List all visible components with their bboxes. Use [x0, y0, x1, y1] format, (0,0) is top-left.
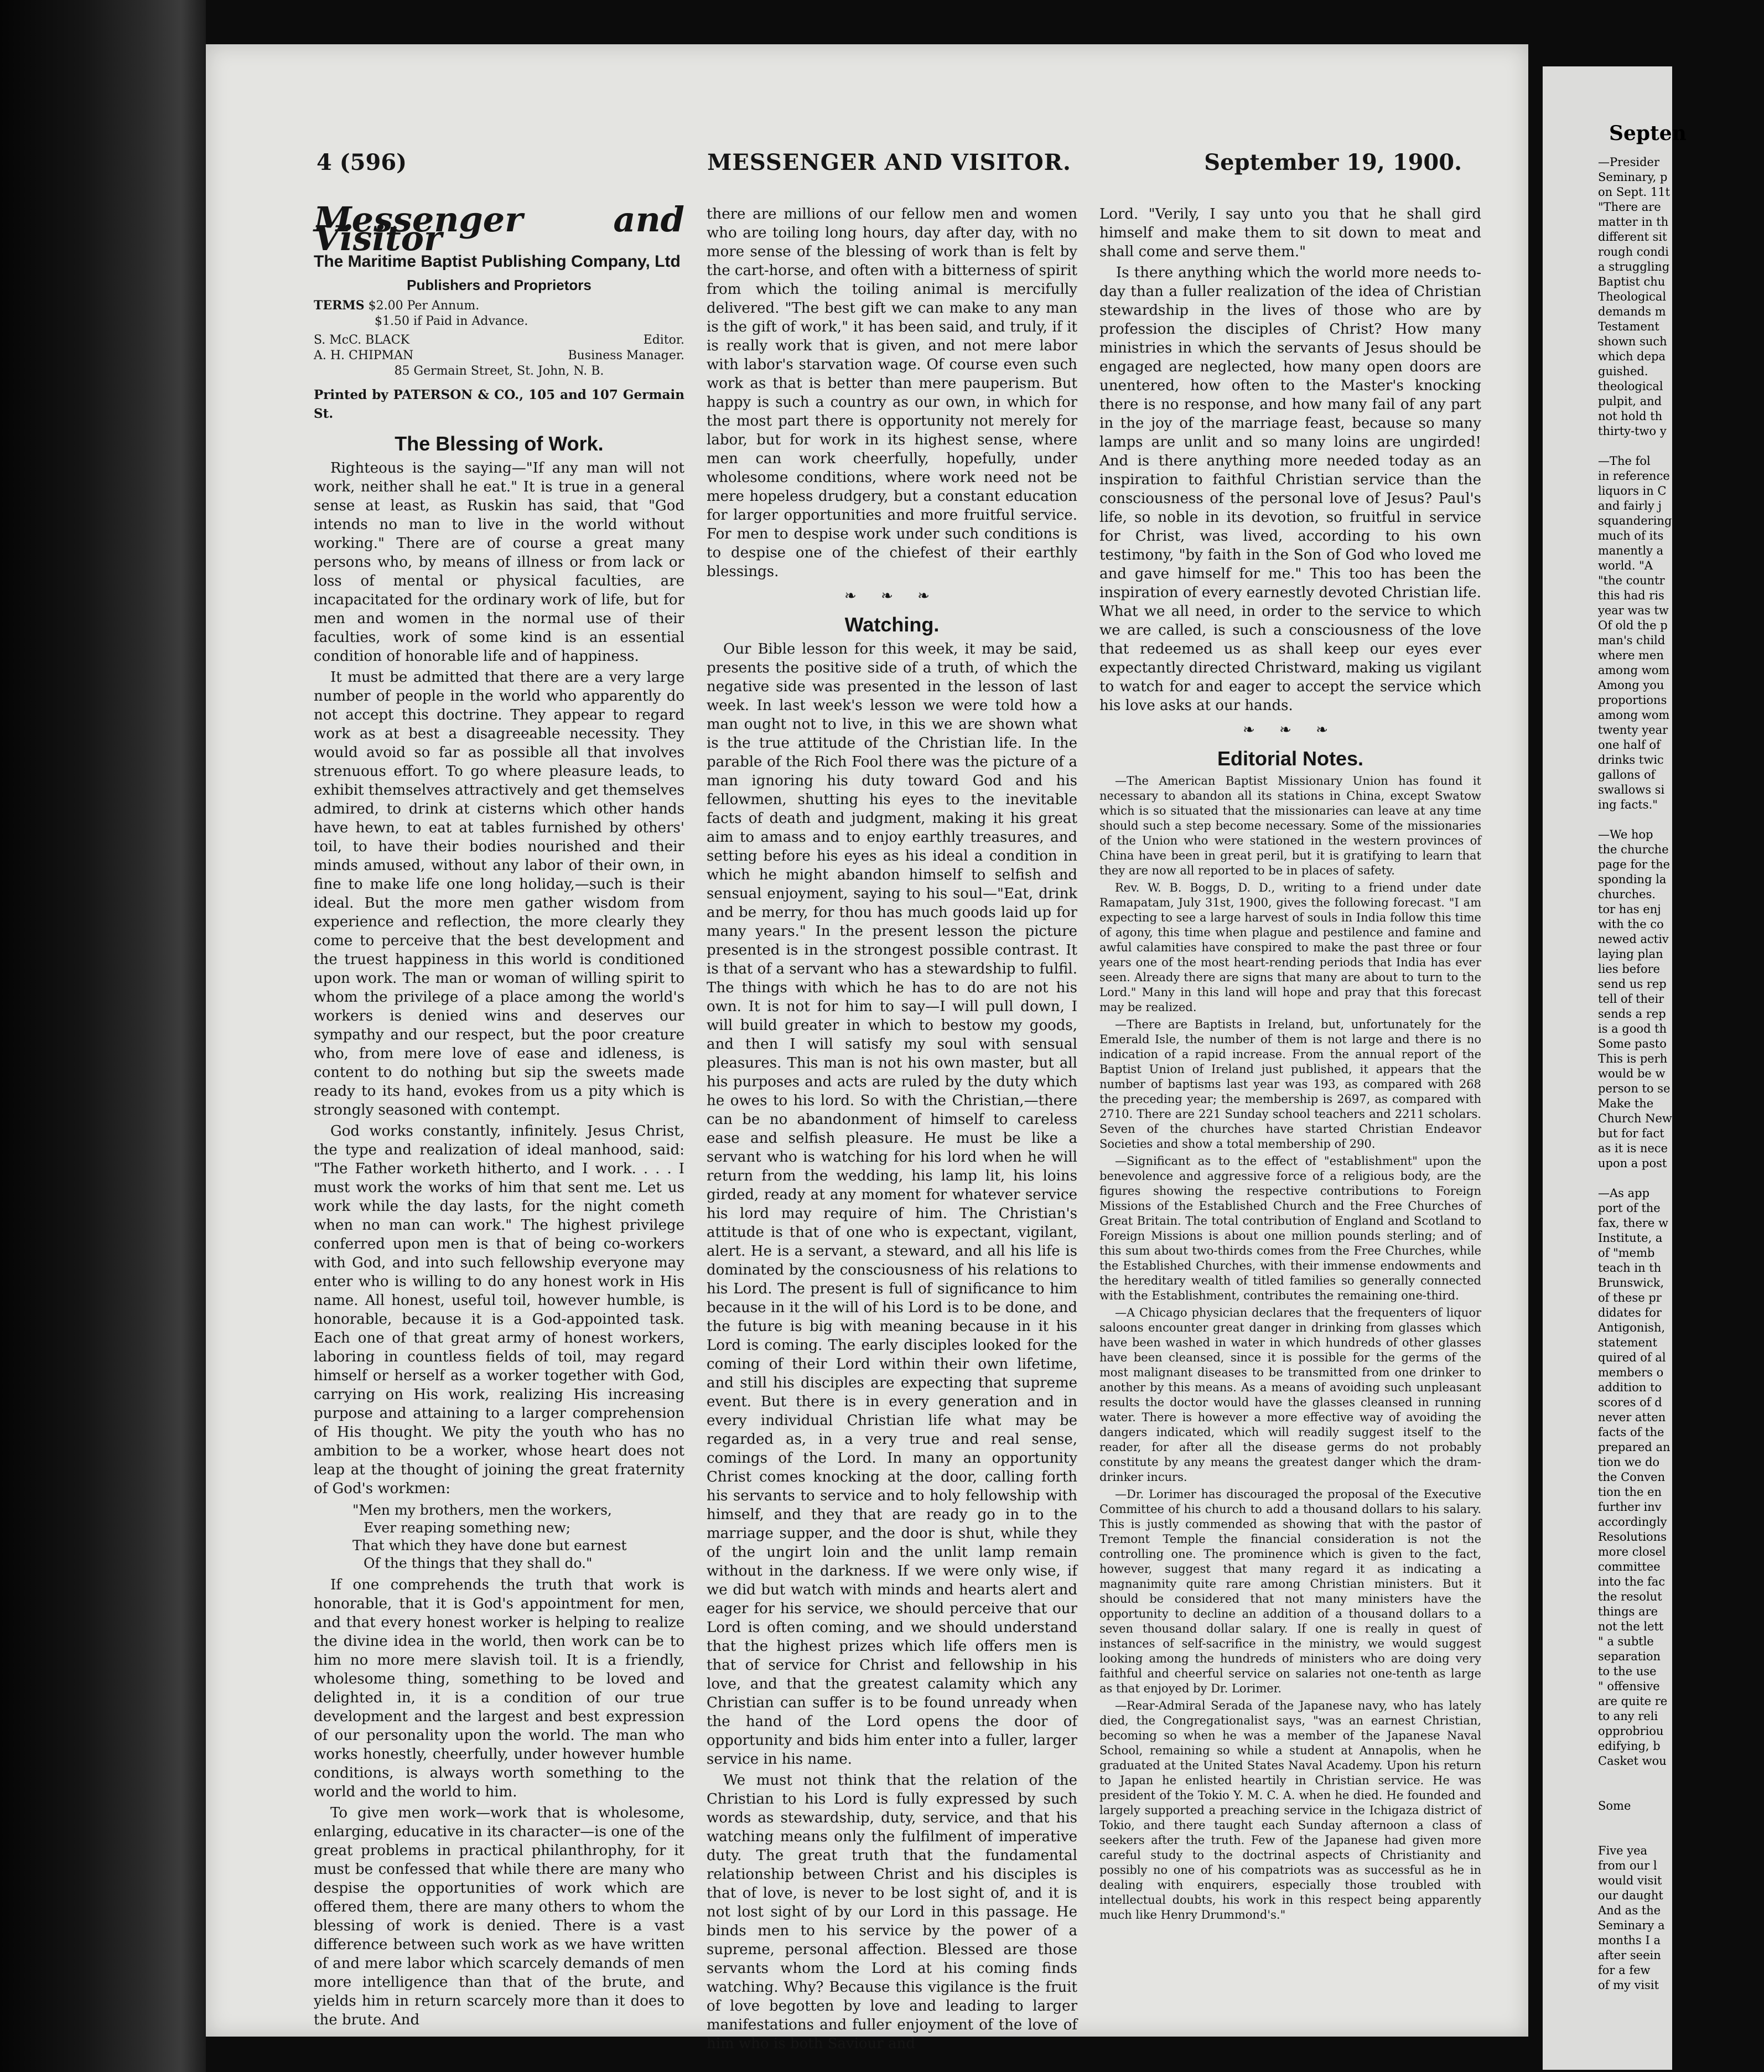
facing-page-line: guished. — [1598, 365, 1648, 378]
facing-page-line: to any reli — [1598, 1710, 1658, 1723]
facing-page-line: sends a rep — [1598, 1007, 1666, 1021]
poem-line: That which they have done but earnest — [352, 1537, 627, 1553]
facing-page-text — [1598, 155, 1764, 1993]
facing-page-line — [1598, 812, 1764, 827]
facing-page-line: the resolut — [1598, 1590, 1662, 1603]
office-address: 85 Germain Street, St. John, N. B. — [394, 364, 604, 378]
facing-page-line: of "memb — [1598, 1246, 1655, 1260]
facing-page-line: —The fol — [1598, 454, 1651, 468]
facing-page-line: but for fact — [1598, 1127, 1664, 1140]
poem-line: Ever reaping something new; — [364, 1520, 571, 1536]
printer-line: Printed by PATERSON & CO., 105 and 107 Germain St. — [314, 387, 684, 421]
facing-page-line: edifying, b — [1598, 1739, 1661, 1753]
facing-page-line: addition to — [1598, 1381, 1662, 1394]
facing-page-line: months I a — [1598, 1934, 1661, 1947]
facing-page-line: didates for — [1598, 1306, 1662, 1319]
issue-date: September 19, 1900. — [1204, 149, 1462, 175]
facing-page-line: to the use — [1598, 1665, 1657, 1678]
ornament-divider: ❧ ❧ ❧ — [1243, 722, 1338, 738]
manager-name: A. H. CHIPMAN — [314, 349, 414, 362]
facing-page-line: facts of the — [1598, 1426, 1664, 1439]
page-header — [317, 149, 1462, 188]
facing-page-line: are quite re — [1598, 1695, 1668, 1708]
facing-page-line: " a subtle — [1598, 1635, 1654, 1648]
facing-page-line: —We hop — [1598, 828, 1653, 841]
facing-page-line: separation — [1598, 1650, 1661, 1663]
facing-page-line: man's child — [1598, 634, 1666, 647]
facing-page-line: newed activ — [1598, 933, 1669, 946]
terms-label: TERMS — [314, 298, 365, 313]
column-2 — [707, 205, 1077, 2055]
facing-page-line: churches. — [1598, 888, 1656, 901]
facing-page-line: more closel — [1598, 1545, 1666, 1558]
staff-list — [314, 333, 684, 379]
publisher-name: The Maritime Baptist Publishing Company, Ltd — [314, 252, 681, 271]
facing-page-line: from our l — [1598, 1859, 1657, 1872]
facing-page-line: statement — [1598, 1336, 1657, 1349]
facing-page-line — [1598, 1769, 1764, 1784]
terms-price-annual: $2.00 Per Annum. — [368, 299, 480, 313]
facing-page-line: the Conven — [1598, 1470, 1666, 1484]
facing-page-line: this had ris — [1598, 589, 1664, 602]
facing-page-line — [1598, 1784, 1764, 1799]
facing-page-line: Seminary a — [1598, 1919, 1665, 1932]
ornament-divider: ❧ ❧ ❧ — [844, 588, 940, 604]
editorial-note: —A Chicago physician declares that the frequenters of liquor saloons encounter great danger in drinking from glasses which have been washed in water in which hundreds of other glasses have been cleansed, since it is possible for the germs of the most malignant diseases to be transmitted from one drinker to another by this means. As a means of avoiding such unpleasant results the doctor would have the glasses cleansed in running water. There is however a more effective way of avoiding the dangers indicated, which will readily suggest itself to the reader, for after all the disease germs do not probably constitute by any means the greatest danger which the dram-drinker incurs. — [1099, 1306, 1481, 1484]
paragraph: God works constantly, infinitely. Jesus Christ, the type and realization of ideal manhood, said: "The Father worketh hitherto, and I work. . . . I must work the works of him that sent me. Let us work while the day lasts, for the night cometh when no man can work." The highest privilege conferred upon men is that of being co-workers with God, and into such fellowship everyone may enter who is willing to do any honest work in His name. All honest, useful toil, however humble, is honorable, because it is a God-appointed task. Each one of that great army of honest workers, laboring in countless fields of toil, may regard himself or herself as a worker together with God, carrying on His work, realizing His increasing purpose and attaining to a larger comprehension of His thought. We pity the youth who has no ambition to be a worker, whose heart does not leap at the thought of joining the great fraternity of God's workmen: — [314, 1123, 684, 1497]
facing-page-line: Theological — [1598, 290, 1667, 303]
facing-page-line: much of its — [1598, 529, 1664, 542]
facing-page-line: year was tw — [1598, 604, 1669, 617]
facing-page-line: page for the — [1598, 858, 1670, 871]
facing-page-line — [1598, 1828, 1764, 1843]
facing-page-line: among wom — [1598, 708, 1670, 722]
poem — [352, 1501, 684, 1572]
facing-page-line: which depa — [1598, 350, 1666, 363]
facing-page-line: rough condi — [1598, 245, 1669, 258]
facing-page-line: further inv — [1598, 1500, 1662, 1514]
facing-page-line: committee — [1598, 1560, 1661, 1573]
facing-page-line: person to se — [1598, 1082, 1670, 1095]
facing-page-line: tion the en — [1598, 1485, 1662, 1499]
page-number: 4 (596) — [317, 149, 407, 175]
facing-page-line: squandering — [1598, 514, 1672, 527]
facing-page-line: quired of al — [1598, 1351, 1666, 1364]
facing-page-line: gallons of — [1598, 768, 1656, 781]
masthead-title: Messenger and Visitor — [314, 199, 684, 258]
facing-page-line: Of old the p — [1598, 619, 1668, 632]
facing-page-line: is a good th — [1598, 1022, 1667, 1035]
facing-page-line — [1598, 439, 1764, 454]
poem-line: "Men my brothers, men the workers, — [352, 1502, 612, 1518]
facing-page-line: one half of — [1598, 738, 1661, 752]
facing-page-line: Institute, a — [1598, 1231, 1663, 1245]
facing-page-line: in reference — [1598, 469, 1670, 483]
facing-page-line: proportions — [1598, 693, 1667, 707]
facing-page-line: manently a — [1598, 544, 1664, 557]
facing-page-line: Casket wou — [1598, 1754, 1667, 1768]
paragraph: Our Bible lesson for this week, it may be said, presents the positive side of a truth, of which the negative side was presented in the lesson of last week. In last week's lesson we were told how a man ought not to live, in this we are shown what is the true attitude of the Christian life. In the parable of the Rich Fool there was the picture of a man ignoring his duty toward God and his fellowmen, shutting his eyes to the inevitable facts of death and judgment, making it his great aim to amass and to enjoy earthly treasures, and setting before his eyes as his ideal a condition in which he might abandon himself to selfish and sensual enjoyment, saying to his soul—"Eat, drink and be merry, for thou has much goods laid up for many years." In the present lesson the picture presented is in the strongest possible contrast. It is that of a servant who has a stewardship to fulfil. The things with which he has to do are not his own. It is not for him to say—I will pull down, I will build greater in which to bestow my goods, and then I will satisfy my soul with sensual pleasures. This man is not his own master, but all his purposes and acts are ruled by the duty which he owes to his lord. So with the Christian,—there can be no abandonment of himself to careless ease and selfish pleasure. He must be like a servant who is watching for his lord when he will return from the wedding, his lamp lit, his loins girded, ready at any moment for whatever service his lord may require of him. The Christian's attitude is that of one who is expectant, vigilant, alert. He is a servant, a steward, and all his life is dominated by the consciousness of his relations to his Lord. The present is full of significance to him because in it the will of his Lord is to be done, and the future is big with meaning because in it his Lord is coming. The early disciples looked for the coming of their Lord within their own lifetime, and still his disciples are expecting that supreme event. But there is in every generation and in every individual Christian life what may be regarded as, in a very true and real sense, comings of the Lord. In many an opportunity Christ comes knocking at the door, calling forth his servants to service and to holy fellowship with himself, and they that are ready go in to the marriage supper, and the door is shut, while they of the ungirt loin and the unlit lamp remain without in the darkness. If we were only wise, if we did but watch with minds and hearts alert and eager for his service, we should perceive that our Lord is often coming, and we should understand that the highest prizes which life offers men is that of service for Christ and fellowship in his love, and that the greatest calamity which any Christian can suffer is to be found unready when the hand of the Lord opens the door of opportunity and bids him enter into a fuller, larger service in his name. — [707, 641, 1077, 1768]
article-title-watching: Watching. — [844, 613, 940, 636]
facing-page-line: among wom — [1598, 664, 1670, 677]
facing-page-line: would visit — [1598, 1874, 1662, 1887]
facing-page-line: theological — [1598, 380, 1663, 393]
paragraph: Is there anything which the world more needs to-day than a fuller realization of the idea of Christian stewardship in the lives of those who are by profession the disciples of Christ? How many ministries in which the servants of Jesus should be engaged are neglected, how many open doors are unentered, how often to the Master's knocking there is no response, and how many fail of any part in the joy of the marriage feast, because so many lamps are unlit and so many loins are ungirded! And is there anything more needed today as an inspiration to faithful Christian service than the consciousness of the personal love of Jesus? Paul's life, so noble in its devotion, so fruitful in service for Christ, was lived, according to his own testimony, "by faith in the Son of God who loved me and gave himself for me." This too has been the inspiration of every earnestly devoted Christian life. What we all need, in order to the service to which we are called, is such a consciousness of the love that redeemed us as shall keep our eyes ever expectantly directed Christward, making us vigilant to watch for and eager to accept the service which his love asks at our hands. — [1099, 265, 1481, 714]
column-3 — [1099, 205, 1481, 1925]
facing-page-line: members o — [1598, 1366, 1664, 1379]
facing-page-line: drinks twic — [1598, 753, 1664, 766]
facing-page-line: "the countr — [1598, 574, 1665, 587]
facing-page-line: tion we do — [1598, 1455, 1660, 1469]
article-title-blessing-of-work: The Blessing of Work. — [395, 432, 604, 455]
facing-page-line: of these pr — [1598, 1291, 1662, 1304]
terms-block — [314, 298, 684, 329]
editorial-note: —There are Baptists in Ireland, but, unfortunately for the Emerald Isle, the number of them is not large and there is no indication of a rapid increase. From the annual report of the Baptist Union of Ireland just published, it appears that the number of baptisms last year was 193, as compared with 268 the preceding year; the membership is 2697, as compared with 2710. There are 221 Sunday school teachers and 2211 scholars. Seven of the churches have started Christian Endeavor Societies and show a total membership of 290. — [1099, 1018, 1481, 1151]
facing-page-line: Five yea — [1598, 1844, 1648, 1857]
facing-page-line: for a few — [1598, 1964, 1651, 1977]
newspaper-page — [206, 44, 1528, 2052]
facing-page-line: things are — [1598, 1605, 1658, 1618]
facing-page-line: lies before — [1598, 962, 1661, 976]
facing-page-line: not hold th — [1598, 410, 1663, 423]
publishers-line: Publishers and Proprietors — [407, 277, 592, 293]
facing-page-line: matter in th — [1598, 215, 1669, 229]
facing-page-line: Testament — [1598, 320, 1659, 333]
facing-page-line: "There are — [1598, 200, 1661, 214]
facing-page-header: Septen — [1609, 122, 1687, 145]
facing-page-line: Some pasto — [1598, 1037, 1667, 1050]
facing-page-line: And as the — [1598, 1904, 1661, 1917]
facing-page-line — [1598, 1171, 1764, 1186]
facing-page-line: Some — [1598, 1799, 1631, 1812]
facing-page-line: the churche — [1598, 843, 1669, 856]
facing-page-line: —Presider — [1598, 156, 1659, 169]
article-title-editorial-notes: Editorial Notes. — [1217, 747, 1364, 770]
facing-page-line: upon a post — [1598, 1157, 1667, 1170]
facing-page-line: where men — [1598, 649, 1664, 662]
column-1 — [314, 199, 684, 2032]
paragraph: there are millions of our fellow men and women who are toiling long hours, day after day, with no more sense of the blessing of work than is felt by the cart-horse, and often with a bitterness of spirit from which the toiling animal is mercifully delivered. "The best gift we can make to any man is the gift of work," it has been said, and truly, if it is really work that is given, and not mere labor with labor's starvation wage. Of course even such work as that is better than mere pauperism. But happy is such a country as our own, in which for the most part there is opportunity not merely for labor, but for work in its highest sense, where men can work cheerfully, hopefully, under wholesome conditions, where work need not be mere hopeless drudgery, but a constant education for larger opportunities and more fruitful service. For men to despise work under such conditions is to despise one of the chiefest of their earthly blessings. — [707, 206, 1077, 580]
editorial-note: —The American Baptist Missionary Union has found it necessary to abandon all its stations in China, except Swatow which is so situated that the missionaries can leave at any time should such a step become necessary. Some of the missionaries of the Union who were stationed in the western provinces of China have been in great peril, but it is gratifying to learn that they are now all reported to be in places of safety. — [1099, 774, 1481, 877]
editorial-note: Rev. W. B. Boggs, D. D., writing to a friend under date Ramapatam, July 31st, 1900, gives the following forecast. "I am expecting to see a large harvest of souls in India follow this time of agony, this time when plague and pestilence and famine and awful calamities have conspired to make the past three or four years one of the most heart-rending periods that India has ever seen. Already there are signs that many are about to turn to the Lord." Many in this land will hope and pray that this forecast may be realized. — [1099, 881, 1481, 1014]
poem-line: Of the things that they shall do." — [364, 1555, 593, 1571]
facing-page-line: a struggling — [1598, 260, 1670, 273]
facing-page-line: swallows si — [1598, 783, 1665, 796]
facing-page-line: not the lett — [1598, 1620, 1664, 1633]
facing-page-line: and fairly j — [1598, 499, 1662, 512]
facing-page-line: sponding la — [1598, 873, 1667, 886]
facing-page-line: Resolutions — [1598, 1530, 1667, 1543]
facing-page-line: different sit — [1598, 230, 1667, 244]
facing-page-line: of my visit — [1598, 1978, 1659, 1992]
facing-page-line: after seein — [1598, 1949, 1661, 1962]
facing-page-line: teach in th — [1598, 1261, 1662, 1275]
facing-page-line: Baptist chu — [1598, 275, 1666, 288]
facing-page-line: tell of their — [1598, 992, 1664, 1006]
facing-page-line: Among you — [1598, 678, 1664, 692]
facing-page-line: on Sept. 11t — [1598, 185, 1670, 199]
facing-page-line: Seminary, p — [1598, 170, 1668, 184]
facing-page-line: prepared an — [1598, 1441, 1670, 1454]
editorial-note: —Significant as to the effect of "establishment" upon the benevolence and aggressive force of a religious body, are the figures showing the respective contributions to Foreign Missions of the Established Church and the Free Churches of Great Britain. The total contribution of England and Scotland to Foreign Missions is about one million pounds sterling; and of this sum about two-thirds comes from the Free Churches, while the Established Churches, with their immense endowments and the hereditary wealth of titled families so generally connected with the Establishment, contributes the remaining one-third. — [1099, 1154, 1481, 1302]
facing-page-line: would be w — [1598, 1067, 1666, 1080]
editorial-note: —Rear-Admiral Serada of the Japanese navy, who has lately died, the Congregationalist says, "was an earnest Christian, becoming so when he was a member of the Japanese Naval School, remaining so while a student at Annapolis, when he graduated at the United States Naval Academy. Upon his return to Japan he enlisted heartily in Christian service. He was president of the Tokio Y. M. C. A. when he died. He founded and largely supported a preaching service in the Ichigaza district of Tokio, and there taught each Sunday afternoon a class of seekers after the truth. Few of the Japanese had given more careful study to the doctrinal aspects of Christianity and possibly no one of his compatriots was as successful as he in dealing with enquirers, especially those troubled with intellectual doubts, his work in this respect being apparently much like Henry Drummond's." — [1099, 1699, 1481, 1921]
binding-edge — [0, 0, 206, 2072]
paragraph: Lord. "Verily, I say unto you that he shall gird himself and make them to sit down to meat and shall come and serve them." — [1099, 206, 1481, 260]
facing-page-line: twenty year — [1598, 723, 1668, 737]
facing-page-line: pulpit, and — [1598, 395, 1662, 408]
facing-page-line: Church New — [1598, 1112, 1672, 1125]
editor-role: Editor. — [643, 333, 684, 347]
facing-page-line: as it is nece — [1598, 1142, 1668, 1155]
facing-page-line: our daught — [1598, 1889, 1663, 1902]
facing-page-line: accordingly — [1598, 1515, 1667, 1529]
facing-page-line: shown such — [1598, 335, 1667, 348]
facing-page-line: ing facts." — [1598, 798, 1658, 811]
facing-page-line: —As app — [1598, 1187, 1650, 1200]
facing-page-line: Brunswick, — [1598, 1276, 1664, 1289]
facing-page-line: thirty-two y — [1598, 424, 1667, 438]
running-title: MESSENGER AND VISITOR. — [707, 149, 1071, 175]
facing-page-line: laying plan — [1598, 947, 1663, 961]
terms-price-advance: $1.50 if Paid in Advance. — [375, 314, 528, 328]
facing-page-line: port of the — [1598, 1201, 1661, 1215]
facing-page-line: tor has enj — [1598, 903, 1661, 916]
facing-page-line: with the co — [1598, 918, 1664, 931]
editor-name: S. McC. BLACK — [314, 333, 410, 347]
paragraph: To give men work—work that is wholesome, enlarging, educative in its character—is one of the great problems in practical philanthrophy, for it must be confessed that while there are many who despise the opportunities of work which are offered them, there are many others to whom the blessing of work is denied. There is a vast difference between such work as we have written of and mere labor which scarcely demands of men more intelligence than that of the brute, and yields him in return scarcely more than it does to the brute. And — [314, 1805, 684, 2028]
facing-page-line: demands m — [1598, 305, 1666, 318]
facing-page-line: opprobriou — [1598, 1724, 1664, 1738]
paragraph: It must be admitted that there are a very large number of people in the world who apparently do not accept this doctrine. They appear to regard work as at best a disagreeable necessity. They would avoid so far as possible all that involves strenuous effort. To go where pleasure leads, to exhibit themselves attractively and get themselves admired, to drink at cisterns which other hands have hewn, to eat at tables furnished by others' toil, to have their bodies nourished and their minds amused, without any labor of their own, in fine to make life one long holiday,—such is their ideal. But the more men gather wisdom from experience and reflection, the more clearly they come to perceive that the best development and the truest happiness in this world is conditioned upon work. The man or woman of willing spirit to whom the privilege of a place among the world's workers is denied wins and deserves our sympathy and our respect, but the poor creature who, from mere love of ease and idleness, is content to do nothing but sip the sweets made ready to its hand, evokes from us a pity which is strongly seasoned with contempt. — [314, 669, 684, 1118]
facing-page-line: fax, there w — [1598, 1216, 1668, 1230]
facing-page-line — [1598, 1814, 1764, 1828]
facing-page-line: send us rep — [1598, 977, 1667, 991]
facing-page-line: into the fac — [1598, 1575, 1666, 1588]
paragraph: If one comprehends the truth that work is honorable, that it is God's appointment for men, and that every honest worker is helping to realize the divine idea in the world, then work can be to him no more mere slavish toil. It is a friendly, wholesome thing, something to be loved and delighted in, it is a condition of our true development and the largest and best expression of our personality upon the world. The man who works honestly, cheerfully, under however humble conditions, is always worth something to the world and the world to him. — [314, 1577, 684, 1800]
facing-page-fragment — [1543, 66, 1687, 2070]
facing-page-line: Make the — [1598, 1097, 1654, 1110]
facing-page-line: never atten — [1598, 1411, 1666, 1424]
paragraph: We must not think that the relation of the Christian to his Lord is fully expressed by such words as stewardship, duty, service, and that his watching means only the fulfilment of imperative duty. The great truth that the fundamental relationship between Christ and his disciples is that of love, is never to be lost sight of, and it is not lost sight of by our Lord in this passage. He binds men to his service by the power of a supreme, personal affection. Blessed are those servants whom the Lord at his coming finds watching. Why? Because this vigilance is the fruit of love begotten by love and leading to larger manifestations and fuller enjoyment of the love of him who is both Saviour and — [707, 1772, 1077, 2052]
facing-page-line: world. "A — [1598, 559, 1653, 572]
manager-role: Business Manager. — [568, 349, 684, 362]
facing-page-line: liquors in C — [1598, 484, 1667, 498]
facing-page-line: This is perh — [1598, 1052, 1668, 1065]
paragraph: Righteous is the saying—"If any man will not work, neither shall he eat." It is true in a general sense at least, as Ruskin has said, that "God intends no man to live in the world without working." There are of course a great many persons who, by means of illness or from lack or loss of mental or physical faculties, are incapacitated for the ordinary work of life, but for men and women in the normal use of their faculties, work of some kind is an essential condition of honorable life and of happiness. — [314, 460, 684, 665]
editorial-note: —Dr. Lorimer has discouraged the proposal of the Executive Committee of his church to add a thousand dollars to his salary. This is justly commended as showing that with the pastor of Tremont Temple the financial consideration is not the controlling one. The prominence which is given to the fact, however, suggest that many regard it as indicating a magnanimity quite rare among Christian ministers. But it should be considered that not many ministers have the opportunity to decline an addition of a thousand dollars to a seven thousand dollar salary. If one is really in quest of instances of self-sacrifice in the ministry, we would suggest looking among the hundreds of ministers who are doing very faithful and cheerful service on salaries not one-tenth as large as that enjoyed by Dr. Lorimer. — [1099, 1488, 1481, 1695]
facing-page-line: scores of d — [1598, 1396, 1662, 1409]
facing-page-line: " offensive — [1598, 1680, 1660, 1693]
facing-page-line: Antigonish, — [1598, 1321, 1666, 1334]
